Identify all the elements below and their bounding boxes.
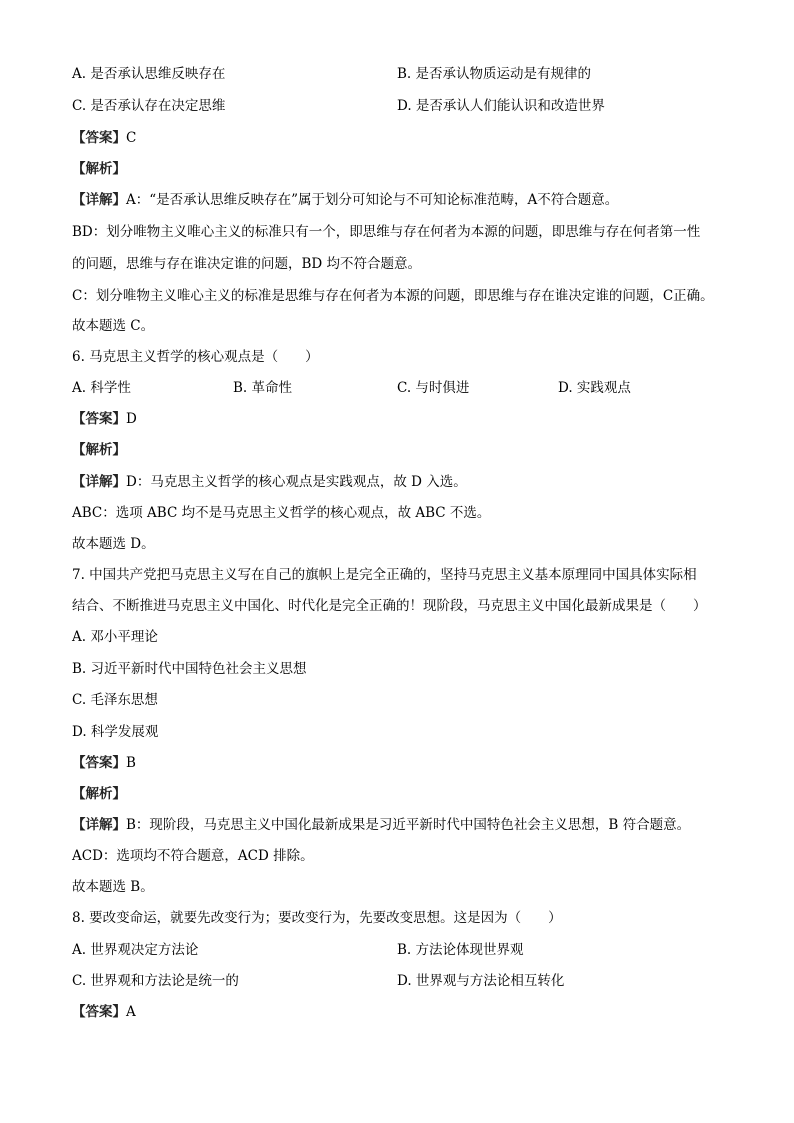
q5-option-d: D. 是否承认人们能认识和改造世界 <box>397 98 605 114</box>
q5-detail-2b: 的问题，思维与存在谁决定谁的问题，BD 均不符合题意。 <box>72 256 422 272</box>
q6-conclusion: 故本题选 D。 <box>72 536 155 552</box>
q7-conclusion: 故本题选 B。 <box>72 879 154 895</box>
q7-option-d: D. 科学发展观 <box>72 724 159 740</box>
q8-option-a: A. 世界观决定方法论 <box>72 942 199 958</box>
q6-option-d: D. 实践观点 <box>558 380 631 396</box>
q5-detail-1: 【详解】A：“是否承认思维反映存在”属于划分可知论与不可知论标准范畴，A不符合题意。 <box>72 192 619 208</box>
answer-value: A <box>126 1004 136 1020</box>
q6-answer <box>72 409 137 429</box>
q7-answer <box>72 753 136 773</box>
q5-answer <box>72 128 136 148</box>
q5-analysis-tag: 【解析】 <box>72 161 126 177</box>
q5-detail-3: C：划分唯物主义唯心主义的标准是思维与存在何者为本源的问题，即思维与存在谁决定谁的问题，C正确。 <box>72 288 714 304</box>
q7-option-a: A. 邓小平理论 <box>72 629 158 645</box>
answer-tag: 【答案】 <box>72 755 126 771</box>
answer-value: C <box>126 130 137 146</box>
q6-analysis-tag: 【解析】 <box>72 442 126 458</box>
q5-detail-2a: BD：划分唯物主义唯心主义的标准只有一个，即思维与存在何者为本源的问题，即思维与存在何者第一性 <box>72 224 701 240</box>
detail-tag: 【详解】 <box>72 817 126 833</box>
q8-stem: 8. 要改变命运，就要先改变行为；要改变行为，先要改变思想。这是因为（ ） <box>72 910 562 926</box>
q5-option-a: A. 是否承认思维反映存在 <box>72 66 226 82</box>
detail-tag: 【详解】 <box>72 192 126 208</box>
q7-stem-line-1: 7. 中国共产党把马克思主义写在自己的旗帜上是完全正确的，坚持马克思主义基本原理同中国具体实际相 <box>72 567 697 583</box>
q8-option-d: D. 世界观与方法论相互转化 <box>397 973 565 989</box>
q5-conclusion: 故本题选 C。 <box>72 318 155 334</box>
q6-detail-2: ABC：选项 ABC 均不是马克思主义哲学的核心观点，故 ABC 不选。 <box>72 505 491 521</box>
q6-stem: 6. 马克思主义哲学的核心观点是（ ） <box>72 349 319 365</box>
q5-option-c: C. 是否承认存在决定思维 <box>72 98 226 114</box>
q6-detail-1: 【详解】D：马克思主义哲学的核心观点是实践观点，故 D 入选。 <box>72 474 467 490</box>
answer-tag: 【答案】 <box>72 411 126 427</box>
q8-option-b: B. 方法论体现世界观 <box>397 942 524 958</box>
q7-analysis-tag: 【解析】 <box>72 786 126 802</box>
q7-stem-line-2: 结合、不断推进马克思主义中国化、时代化是完全正确的！现阶段，马克思主义中国化最新成果是（ ） <box>72 598 707 614</box>
detail-tag: 【详解】 <box>72 474 126 490</box>
q8-option-c: C. 世界观和方法论是统一的 <box>72 973 239 989</box>
answer-tag: 【答案】 <box>72 130 126 146</box>
q7-detail-2: ACD：选项均不符合题意，ACD 排除。 <box>72 848 314 864</box>
q8-answer <box>72 1002 136 1022</box>
q7-detail-1: 【详解】B：现阶段，马克思主义中国化最新成果是习近平新时代中国特色社会主义思想，B 符合题意。 <box>72 817 691 833</box>
q5-option-b: B. 是否承认物质运动是有规律的 <box>397 66 592 82</box>
answer-value: D <box>126 411 137 427</box>
answer-tag: 【答案】 <box>72 1004 126 1020</box>
answer-value: B <box>126 755 136 771</box>
q7-option-c: C. 毛泽东思想 <box>72 692 158 708</box>
q6-option-c: C. 与时俱进 <box>397 380 470 396</box>
q6-option-b: B. 革命性 <box>233 380 293 396</box>
q6-option-a: A. 科学性 <box>72 380 131 396</box>
q7-option-b: B. 习近平新时代中国特色社会主义思想 <box>72 661 307 677</box>
